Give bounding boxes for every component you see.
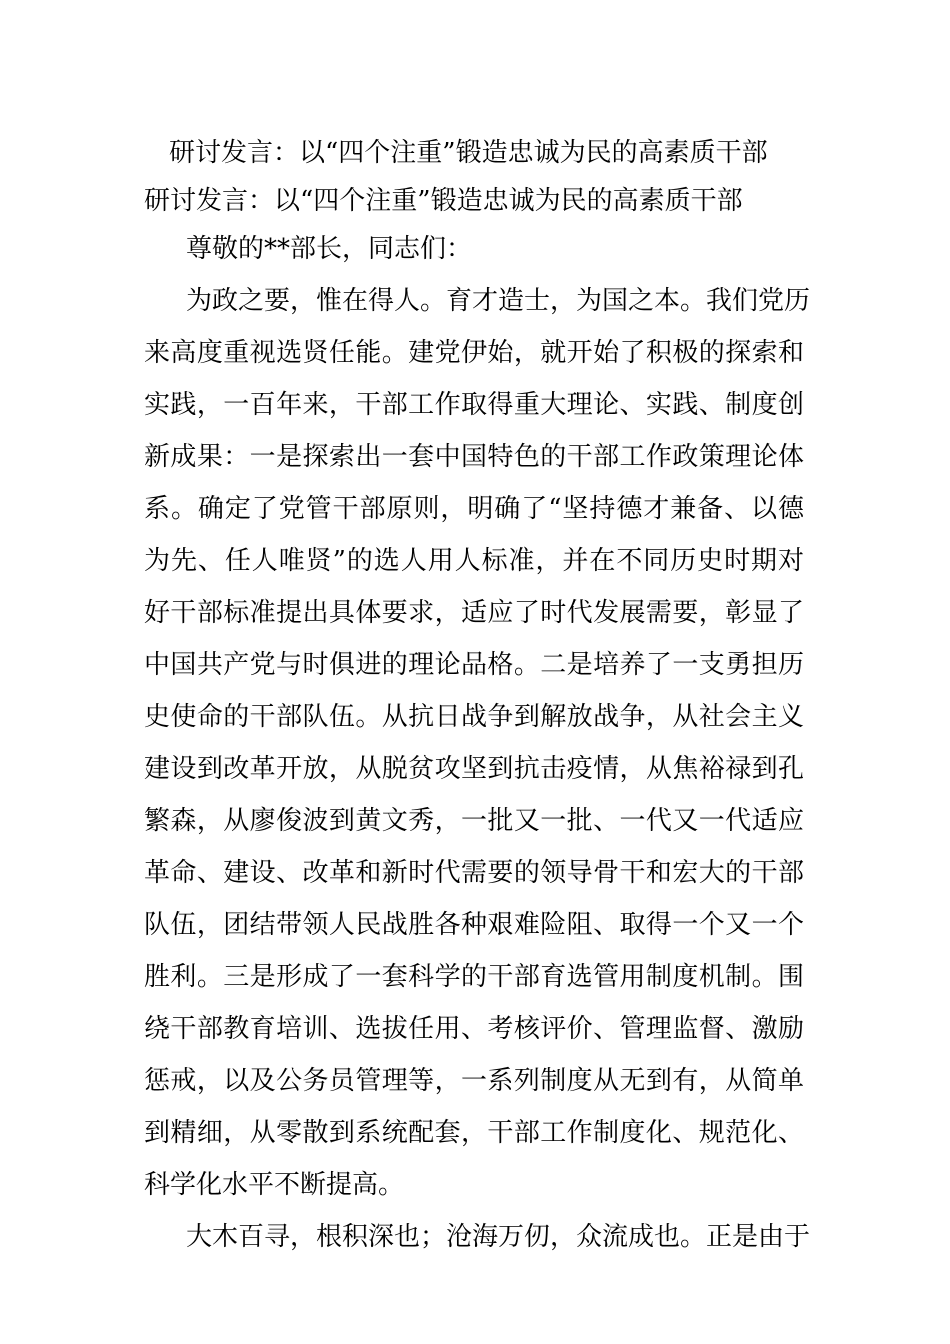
heading-line-2: 研讨发言：以“四个注重”锻造忠诚为民的高素质干部 — [144, 186, 743, 216]
heading-line-1: 研讨发言：以“四个注重”锻造忠诚为民的高素质干部 — [169, 138, 768, 168]
paragraph-1-line: 中国共产党与时俱进的理论品格。二是培养了一支勇担历 — [144, 650, 804, 680]
paragraph-1-line: 绕干部教育培训、选拔任用、考核评价、管理监督、激励 — [144, 1014, 804, 1044]
paragraph-1-line: 胜利。三是形成了一套科学的干部育选管用制度机制。围 — [144, 962, 804, 992]
paragraph-1-line: 到精细，从零散到系统配套，干部工作制度化、规范化、 — [144, 1118, 804, 1148]
paragraph-1-line: 建设到改革开放，从脱贫攻坚到抗击疫情，从焦裕禄到孔 — [144, 754, 804, 784]
paragraph-1-line: 实践，一百年来，干部工作取得重大理论、实践、制度创 — [144, 390, 804, 420]
paragraph-1-line: 惩戒，以及公务员管理等，一系列制度从无到有，从简单 — [144, 1066, 804, 1096]
salutation: 尊敬的**部长，同志们： — [186, 234, 473, 264]
paragraph-1-line: 繁森，从廖俊波到黄文秀，一批又一批、一代又一代适应 — [144, 806, 804, 836]
paragraph-1-line: 队伍，团结带领人民战胜各种艰难险阻、取得一个又一个 — [144, 910, 804, 940]
paragraph-1-line: 为先、任人唯贤”的选人用人标准，并在不同历史时期对 — [144, 546, 804, 576]
paragraph-1-line: 史使命的干部队伍。从抗日战争到解放战争，从社会主义 — [144, 702, 804, 732]
paragraph-1-line: 系。确定了党管干部原则，明确了“坚持德才兼备、以德 — [144, 494, 804, 524]
paragraph-1-line: 为政之要，惟在得人。育才造士，为国之本。我们党历 — [186, 286, 811, 316]
paragraph-2-line: 大木百寻，根积深也；沧海万仞，众流成也。正是由于 — [186, 1222, 811, 1252]
paragraph-1-line: 科学化水平不断提高。 — [144, 1170, 405, 1200]
paragraph-1-line: 新成果：一是探索出一套中国特色的干部工作政策理论体 — [144, 442, 804, 472]
paragraph-1-line: 来高度重视选贤任能。建党伊始，就开始了积极的探索和 — [144, 338, 804, 368]
paragraph-1-line: 革命、建设、改革和新时代需要的领导骨干和宏大的干部 — [144, 858, 804, 888]
paragraph-1-line: 好干部标准提出具体要求，适应了时代发展需要，彰显了 — [144, 598, 804, 628]
